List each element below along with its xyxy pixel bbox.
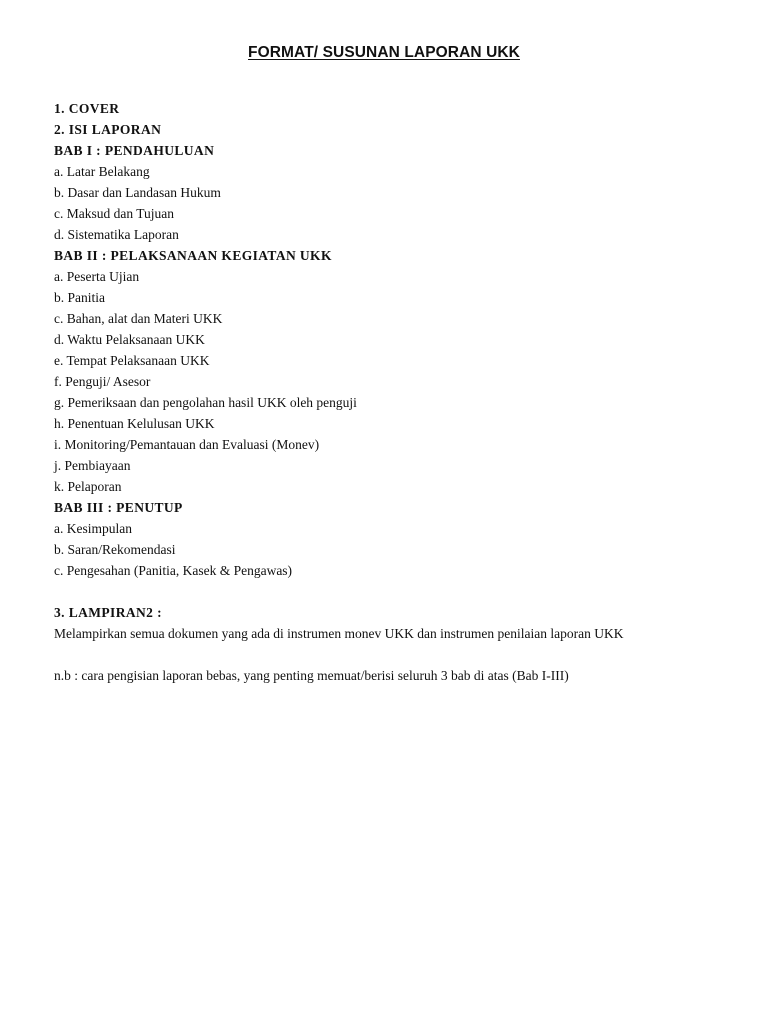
bab3-point: b. Saran/Rekomendasi xyxy=(54,542,176,557)
lampiran-text: Melampirkan semua dokumen yang ada di instrumen monev UKK dan instrumen penilaian laporan UKK xyxy=(54,626,624,641)
bab2-point: i. Monitoring/Pemantauan dan Evaluasi (Monev) xyxy=(54,437,320,452)
item-cover: 1. COVER xyxy=(54,101,120,116)
bab2-point: c. Bahan, alat dan Materi UKK xyxy=(54,311,223,326)
document-body xyxy=(54,98,734,686)
item-isi-laporan: 2. ISI LAPORAN xyxy=(54,122,162,137)
bab2-point: b. Panitia xyxy=(54,290,105,305)
bab2-point: f. Penguji/ Asesor xyxy=(54,374,151,389)
bab2-point: d. Waktu Pelaksanaan UKK xyxy=(54,332,205,347)
bab2-point: j. Pembiayaan xyxy=(54,458,131,473)
bab3-point: a. Kesimpulan xyxy=(54,521,132,536)
bab2-point: k. Pelaporan xyxy=(54,479,122,494)
bab3-heading: BAB III : PENUTUP xyxy=(54,500,183,515)
bab2-point: g. Pemeriksaan dan pengolahan hasil UKK oleh penguji xyxy=(54,395,357,410)
spacer xyxy=(54,644,734,665)
lampiran-heading: 3. LAMPIRAN2 : xyxy=(54,605,162,620)
bab1-point: a. Latar Belakang xyxy=(54,164,150,179)
bab3-point: c. Pengesahan (Panitia, Kasek & Pengawas) xyxy=(54,563,293,578)
bab1-point: d. Sistematika Laporan xyxy=(54,227,179,242)
bab2-heading: BAB II : PELAKSANAAN KEGIATAN UKK xyxy=(54,248,332,263)
document-title: FORMAT/ SUSUNAN LAPORAN UKK xyxy=(248,44,520,61)
bab1-point: b. Dasar dan Landasan Hukum xyxy=(54,185,221,200)
bab2-point: e. Tempat Pelaksanaan UKK xyxy=(54,353,210,368)
note-text: n.b : cara pengisian laporan bebas, yang penting memuat/berisi seluruh 3 bab di atas (Bab I-III) xyxy=(54,668,569,683)
bab1-heading: BAB I : PENDAHULUAN xyxy=(54,143,215,158)
bab2-point: a. Peserta Ujian xyxy=(54,269,140,284)
bab2-point: h. Penentuan Kelulusan UKK xyxy=(54,416,215,431)
bab1-point: c. Maksud dan Tujuan xyxy=(54,206,175,221)
spacer xyxy=(54,581,734,602)
